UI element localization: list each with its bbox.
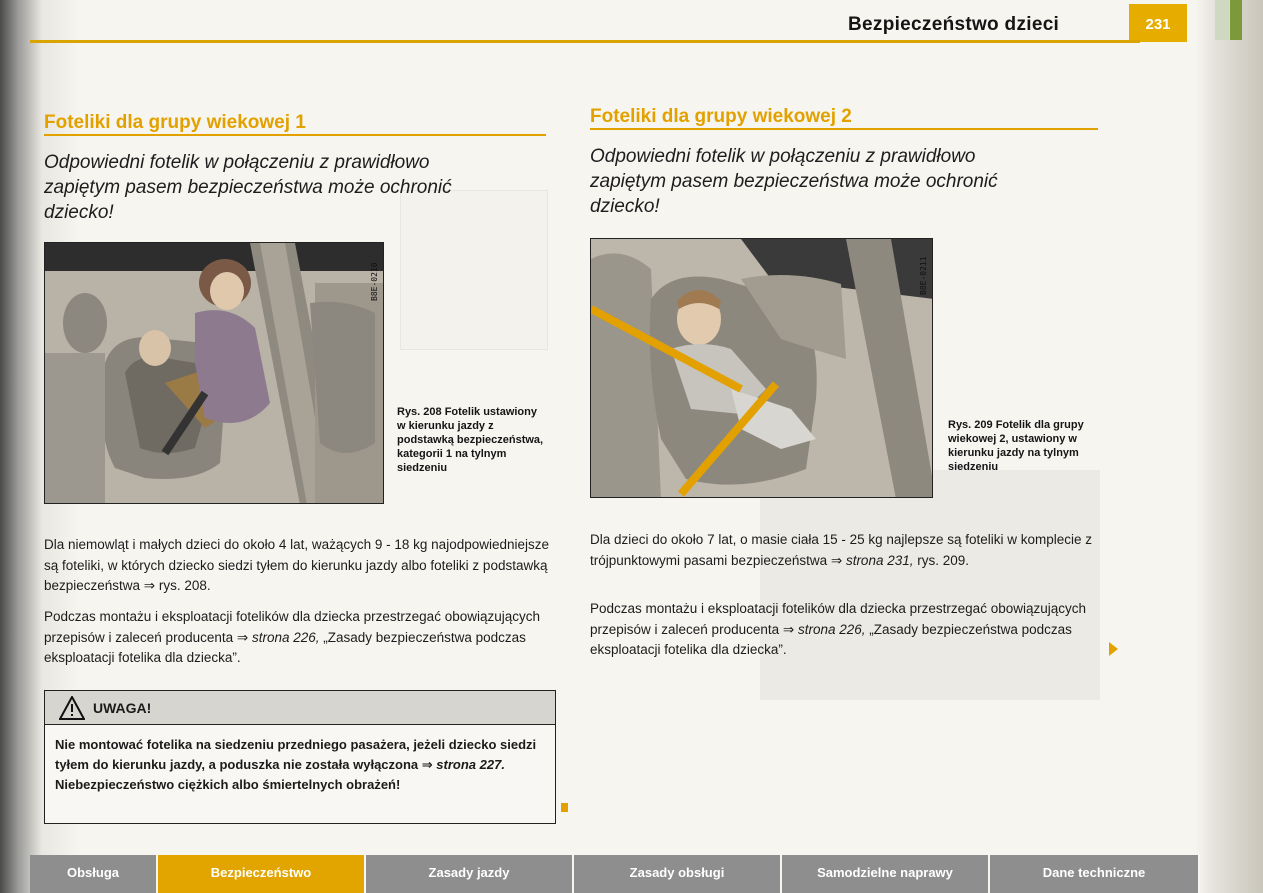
edge-tab-light [1215, 0, 1229, 40]
right-para1-link[interactable]: strona 231, [845, 552, 914, 568]
warning-header [45, 691, 555, 725]
warning-text-b: Niebezpieczeństwo ciężkich albo śmiertelnych obrażeń! [55, 777, 401, 792]
right-paragraph-1 [590, 530, 1100, 571]
nav-tab-zasady-jazdy[interactable]: Zasady jazdy [366, 855, 574, 893]
right-paragraph-2 [590, 599, 1105, 661]
right-para1-text-b: rys. 209. [917, 552, 970, 568]
nav-tab-samodzielne-naprawy[interactable]: Samodzielne naprawy [782, 855, 990, 893]
warning-text-a: Nie montować fotelika na siedzeniu przedniego pasażera, jeżeli dziecko siedzi tyłem do kierunku jazdy, a poduszka nie została wyłączona ⇒ [55, 737, 537, 772]
warning-link[interactable]: strona 227. [436, 757, 505, 772]
left-para2-link[interactable]: strona 226, [251, 629, 320, 645]
left-title-rule [44, 134, 546, 136]
right-title-rule [590, 128, 1098, 130]
nav-tab-bezpieczenstwo[interactable]: Bezpieczeństwo [158, 855, 366, 893]
left-lead-text: Odpowiedni fotelik w połączeniu z prawidłowo zapiętym pasem bezpieczeństwa może ochronić dziecko! [44, 152, 452, 223]
left-section-title: Foteliki dla grupy wiekowej 1 [44, 112, 306, 133]
nav-tab-obsluga[interactable]: Obsługa [30, 855, 158, 893]
header-rule [30, 40, 1140, 43]
right-lead-text: Odpowiedni fotelik w połączeniu z prawidłowo zapiętym pasem bezpieczeństwa może ochronić dziecko! [590, 146, 998, 217]
bleed-through-right [760, 470, 1100, 700]
chapter-nav [30, 855, 1220, 893]
figure-208-code: B8E-0210 [370, 262, 379, 301]
figure-208 [44, 242, 384, 504]
running-header-title: Bezpieczeństwo dzieci [848, 14, 1060, 35]
edge-tab-green [1230, 0, 1242, 40]
warning-box [44, 690, 556, 824]
nav-tab-zasady-obslugi[interactable]: Zasady obsługi [574, 855, 782, 893]
warning-text [55, 735, 549, 795]
nav-tab-dane-techniczne[interactable]: Dane techniczne [990, 855, 1200, 893]
continue-arrow-icon [1109, 642, 1118, 656]
figure-208-illustration [45, 243, 384, 504]
figure-209-caption: Rys. 209 Fotelik dla grupy wiekowej 2, ustawiony w kierunku jazdy na tylnym siedzeniu [948, 419, 1084, 473]
figure-209-illustration [591, 239, 933, 498]
section-end-marker [561, 803, 568, 812]
figure-209 [590, 238, 933, 498]
left-paragraph-2 [44, 607, 552, 669]
right-para1-text-a: Dla dzieci do około 7 lat, o masie ciała 15 - 25 kg najlepsze są foteliki w komplecie z trójpunktowymi pasami bezpieczeństwa ⇒ [590, 532, 1092, 568]
figure-208-caption: Rys. 208 Fotelik ustawiony w kierunku jazdy z podstawką bezpieczeństwa, kategorii 1 na tylnym siedzeniu [397, 406, 544, 474]
right-para2-text-a: Podczas montażu i eksploatacji fotelików dla dziecka przestrzegać obowiązujących przepisów i zaleceń producenta ⇒ [590, 601, 1086, 637]
right-section-title: Foteliki dla grupy wiekowej 2 [590, 106, 852, 127]
page-number: 231 [1129, 4, 1187, 42]
right-para2-text-b: „Zasady bezpieczeństwa podczas eksploatacji fotelika dla dziecka”. [590, 621, 1072, 657]
right-para2-link[interactable]: strona 226, [797, 621, 866, 637]
warning-triangle-icon [59, 696, 85, 720]
figure-209-code: B8E-0211 [919, 256, 928, 295]
left-para2-text-b: „Zasady bezpieczeństwa podczas eksploatacji fotelika dla dziecka”. [44, 629, 526, 665]
warning-title: UWAGA! [93, 700, 152, 716]
left-para2-text-a: Podczas montażu i eksploatacji fotelików dla dziecka przestrzegać obowiązujących przepisów i zaleceń producenta ⇒ [44, 609, 540, 645]
left-paragraph-1: Dla niemowląt i małych dzieci do około 4 lat, ważących 9 - 18 kg najodpowiedniejsze są foteliki, w których dziecko siedzi tyłem do kierunku jazdy albo foteliki z podstawką bezpieczeństwa ⇒ rys. 208. [44, 537, 550, 593]
